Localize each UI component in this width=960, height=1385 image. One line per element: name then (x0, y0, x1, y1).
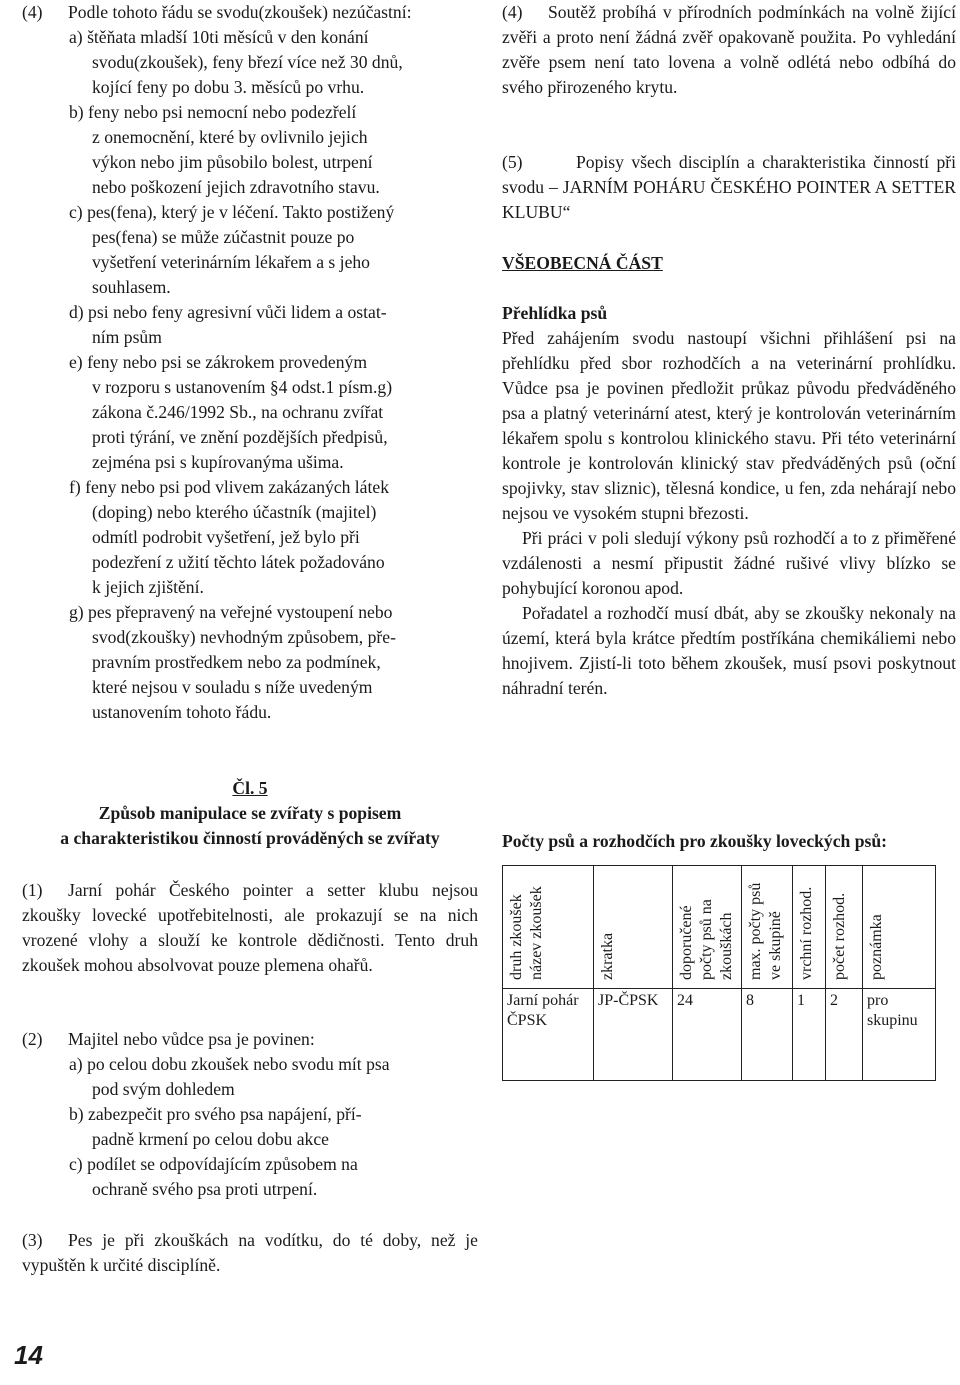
item-d-line1: d) psi nebo feny agresivní vůči lidem a ostat- (69, 302, 387, 322)
header-cell-judges: počet rozhod. (826, 866, 863, 989)
item-f-line5: k jejich zjištění. (92, 577, 204, 597)
p2-item-a-line2: pod svým dohledem (92, 1079, 235, 1099)
item-e-line2: v rozporu s ustanovením §4 odst.1 písm.g) (92, 377, 393, 397)
review-paragraph-1: Před zahájením svodu nastoupí všichni přihlášení psi na přehlídku před sbor rozhodčích a na veterinární prohlídku. Vůdce psa je povinen předložit průkaz původu předváděného psa a platný veterinární atest, který je kontrolován veterinárním lékařem spolu s kontrolou klinického stavu. Při této veterinární kontrole je kontrolován klinický stav předváděných psů (oční spojivky, stav sliznic), tělesná kondice, u fen, zda nehárají nebo nejsou ve vysokém stupni březosti. (502, 328, 956, 523)
item-g-line1: g) pes přepravený na veřejné vystoupení nebo (69, 602, 393, 622)
item-e-line1: e) feny nebo psi se zákrokem provedeným (69, 352, 368, 372)
item-d-line2: ním psům (92, 327, 162, 347)
p2-item-b-line2: padně krmení po celou dobu akce (92, 1129, 329, 1149)
cell-type: Jarní pohár ČPSK (503, 989, 594, 1081)
p2-item-c-line2: ochraně svého psa proti utrpení. (92, 1179, 318, 1199)
item-a-line3: kojící feny po dobu 3. měsíců po vrhu. (92, 77, 365, 97)
header-cell-chief-judge: vrchní rozhod. (793, 866, 826, 989)
item-c-line1: c) pes(fena), který je v léčení. Takto postižený (69, 202, 395, 222)
right-section-4-number: (4) (502, 2, 523, 22)
item-b-line1: b) feny nebo psi nemocní nebo podezřelí (69, 102, 357, 122)
p2-item-a-line1: a) po celou dobu zkoušek nebo svodu mít psa (69, 1054, 390, 1074)
section-4-number: (4) (22, 2, 43, 22)
cell-recommended: 24 (673, 989, 742, 1081)
item-f-line4: podezření z užití těchto látek požadováno (92, 552, 385, 572)
item-c-line4: souhlasem. (92, 277, 171, 297)
header-cell-type: druh zkoušek název zkoušek (503, 866, 594, 989)
cell-chief-judge: 1 (793, 989, 826, 1081)
item-e-line5: zejména psi s kupírovanýma ušima. (92, 452, 344, 472)
item-a-line1: a) štěňata mladší 10ti měsíců v den konání (69, 27, 369, 47)
item-g-line2: svod(zkoušky) nevhodným způsobem, pře- (92, 627, 396, 647)
item-a-line2: svodu(zkoušek), feny březí více než 30 dnů, (92, 52, 403, 72)
item-e-line4: proti týrání, ve znění pozdějších předpisů, (92, 427, 388, 447)
review-paragraph-3: Pořadatel a rozhodčí musí dbát, aby se zkoušky nekonaly na území, která byla krátce předtím postříkána chemikáliemi nebo hnojivem. Zjistí-li toto během zkoušek, musí psovi poskytnout náhradní terén. (502, 603, 956, 698)
right-section-5-text: Popisy všech disciplín a charakteristika činností při svodu – JARNÍM POHÁRU ČESKÉHO POINTER A SETTER KLUBU“ (502, 152, 956, 222)
article-heading (22, 776, 478, 851)
paragraph-1-text: Jarní pohár Českého pointer a setter klubu nejsou zkoušky lovecké upotřebitelnosti, ale prokazují se na nich vrozené vlohy a slouží ke kontrole dědičnosti. Tento druh zkoušek mohou absolvovat pouze plemena ohařů. (22, 880, 478, 975)
header-cell-max: max. počty psů ve skupině (742, 866, 793, 989)
review-section (502, 301, 956, 701)
paragraph-1-number: (1) (22, 880, 43, 900)
article-title-line2: a charakteristikou činností prováděných se zvířaty (60, 828, 440, 848)
section-4 (22, 0, 478, 725)
item-b-line2: z onemocnění, které by ovlivnilo jejich (92, 127, 368, 147)
article-title-line1: Způsob manipulace se zvířaty s popisem (98, 803, 402, 823)
paragraph-3-text: Pes je při zkouškách na vodítku, do té doby, než je vypuštěn k určité disciplíně. (22, 1230, 478, 1275)
item-b-line4: nebo poškození jejich zdravotního stavu. (92, 177, 380, 197)
header-cell-abbrev: zkratka (594, 866, 673, 989)
article-number: Čl. 5 (232, 778, 268, 798)
item-g-line3: pravním prostředkem nebo za podmínek, (92, 652, 381, 672)
item-c-line2: pes(fena) se může zúčastnit pouze po (92, 227, 355, 247)
cell-note: pro skupinu (863, 989, 936, 1081)
cell-max: 8 (742, 989, 793, 1081)
page-number: 14 (14, 1340, 43, 1370)
dog-counts-table (502, 865, 936, 1081)
item-f-line3: odmítl podrobit vyšetření, jež bylo při (92, 527, 360, 547)
item-g-line4: které nejsou v souladu s níže uvedeným (92, 677, 373, 697)
right-section-5-number: (5) (502, 152, 523, 172)
paragraph-2-intro: Majitel nebo vůdce psa je povinen: (68, 1029, 315, 1049)
item-f-line2: (doping) nebo kterého účastník (majitel) (92, 502, 377, 522)
table-row (503, 989, 936, 1081)
paragraph-3 (22, 1228, 478, 1278)
right-section-4-text: Soutěž probíhá v přírodních podmínkách na volně žijící zvěři a proto není žádná zvěř opakovaně použita. Po vyhledání zvěře psem není tato lovena a volně odlétá nebo odbíhá do svého přirozeného krytu. (502, 2, 956, 97)
p2-item-c-line1: c) podílet se odpovídajícím způsobem na (69, 1154, 358, 1174)
right-section-5 (502, 150, 956, 225)
review-title: Přehlídka psů (502, 303, 608, 323)
review-paragraph-2: Při práci v poli sledují výkony psů rozhodčí a to z přiměřené vzdálenosti a nesmí připustit žádné rušivé vlivy blízko se pohybující koronou apod. (502, 528, 956, 598)
table-title: Počty psů a rozhodčích pro zkoušky loveckých psů: (502, 831, 887, 851)
paragraph-1 (22, 878, 478, 978)
item-b-line3: výkon nebo jim působilo bolest, utrpení (92, 152, 373, 172)
item-c-line3: vyšetření veterinárním lékařem a s jeho (92, 252, 370, 272)
item-g-line5: ustanovením tohoto řádu. (92, 702, 272, 722)
table-header-row (503, 866, 936, 989)
right-section-4 (502, 0, 956, 100)
item-e-line3: zákona č.246/1992 Sb., na ochranu zvířat (92, 402, 384, 422)
p2-item-b-line1: b) zabezpečit pro svého psa napájení, pří- (69, 1104, 362, 1124)
item-f-line1: f) feny nebo psi pod vlivem zakázaných látek (69, 477, 389, 497)
general-part-heading: VŠEOBECNÁ ČÁST (502, 253, 663, 273)
paragraph-3-number: (3) (22, 1230, 43, 1250)
paragraph-2-number: (2) (22, 1029, 43, 1049)
header-cell-note: poznámka (863, 866, 936, 989)
section-4-intro: Podle tohoto řádu se svodu(zkoušek) nezúčastní: (68, 2, 412, 22)
header-cell-recommended: doporučené počty psů na zkouškách (673, 866, 742, 989)
cell-abbrev: JP-ČPSK (594, 989, 673, 1081)
cell-judges: 2 (826, 989, 863, 1081)
paragraph-2 (22, 1027, 478, 1202)
